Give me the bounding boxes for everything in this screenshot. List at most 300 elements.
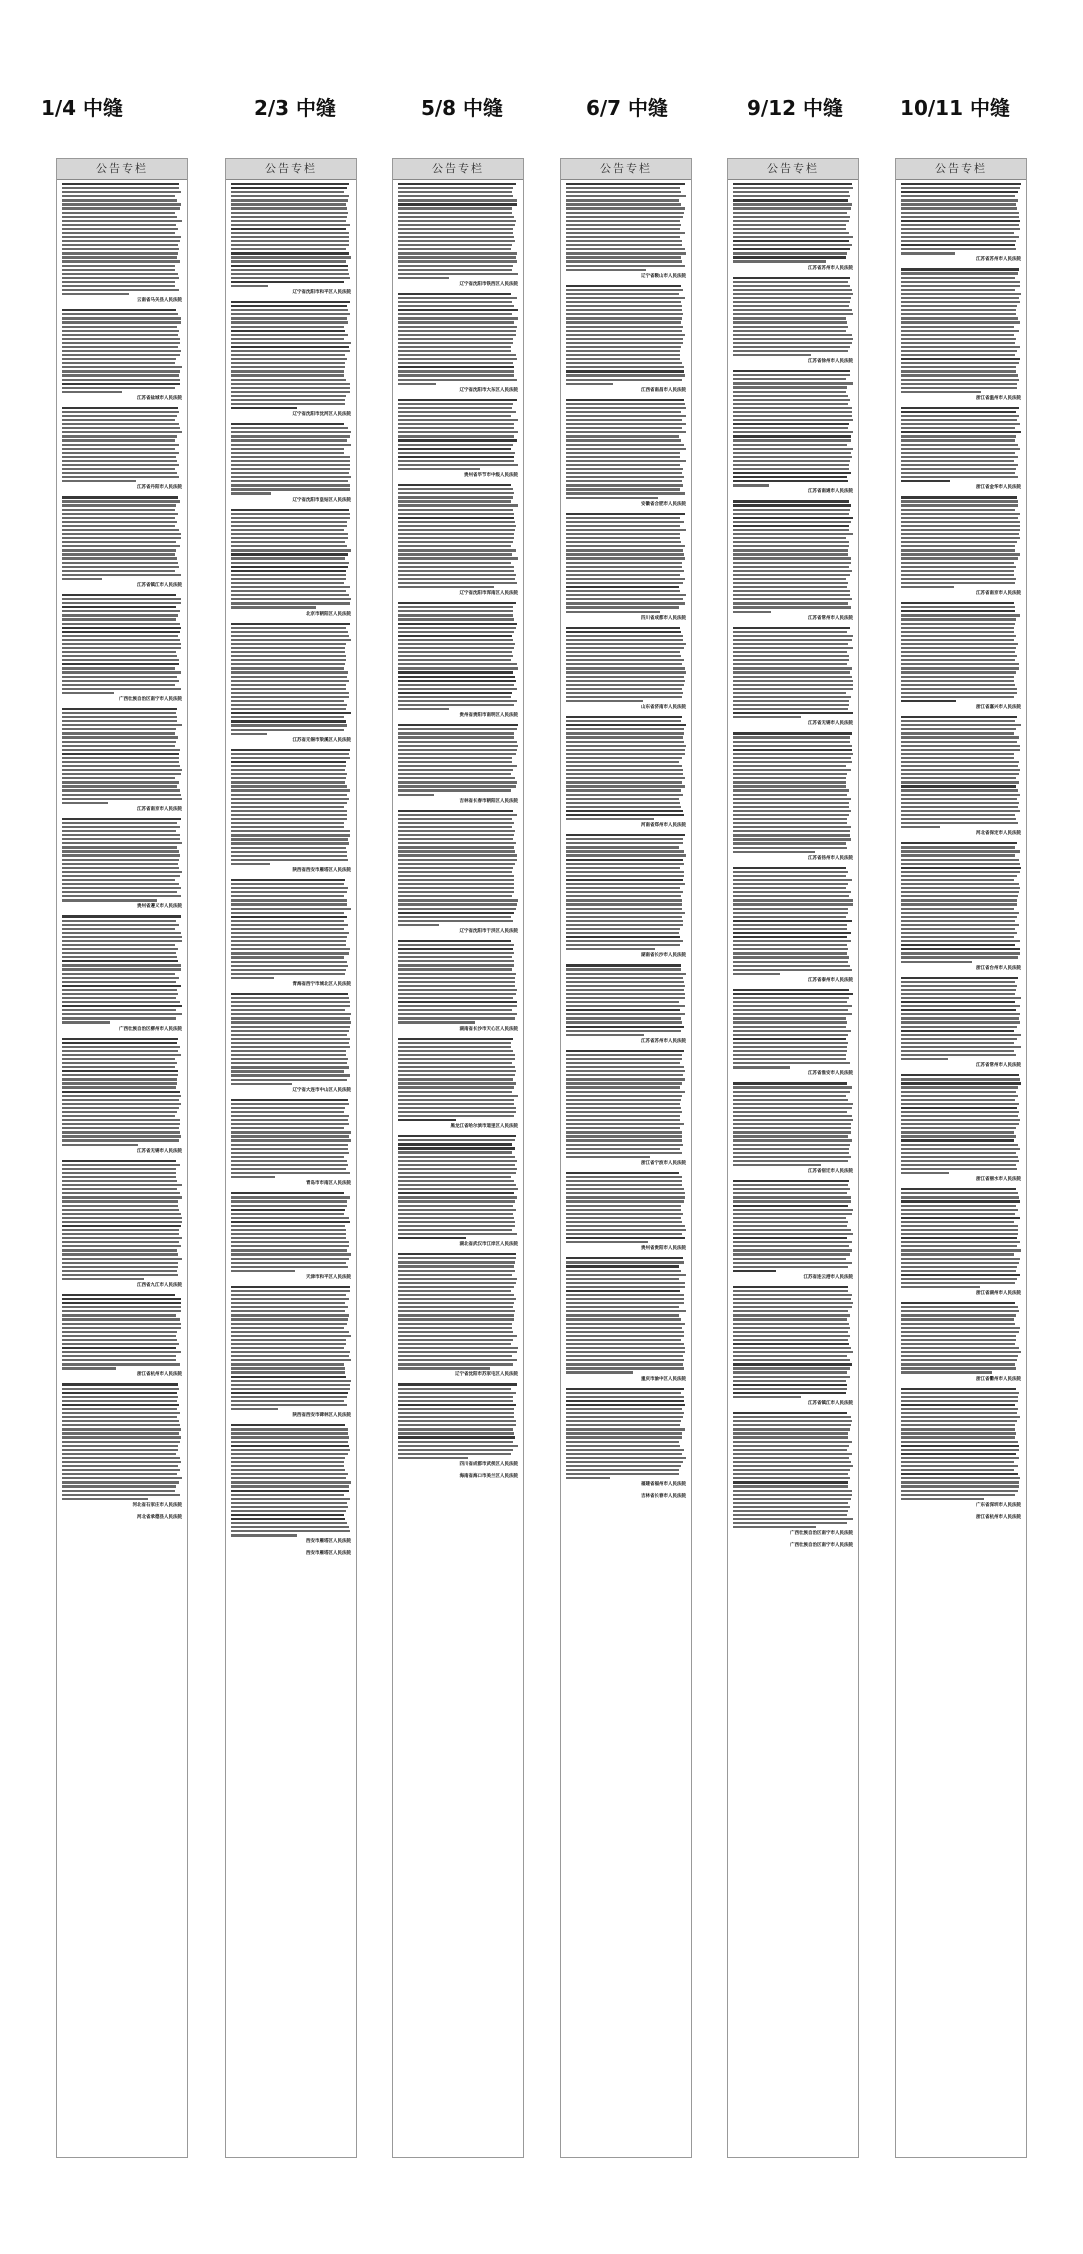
notice-text-line: [733, 407, 852, 409]
court-signature: 浙江省衢州市人民法院: [976, 1376, 1021, 1382]
notice-entry: [398, 293, 518, 393]
notice-text-line: [62, 1070, 178, 1072]
notice-text-line: [398, 883, 514, 885]
notice-text-line: [398, 207, 512, 209]
notice-text-line: [566, 1331, 684, 1333]
notice-text-line: [901, 663, 1019, 665]
notice-text-line: [231, 1494, 344, 1496]
notice-text-line: [62, 1017, 176, 1019]
notice-text-line: [62, 594, 176, 596]
notice-text-line: [62, 781, 179, 783]
notice-text-line: [901, 387, 1017, 389]
notice-text-line: [733, 671, 850, 673]
notice-text-line: [733, 847, 847, 849]
notice-text-line: [733, 1111, 847, 1113]
notice-text-line: [62, 1498, 148, 1500]
notice-text-line: [231, 1249, 347, 1251]
notice-text-line: [901, 684, 1015, 686]
notice-text-line: [231, 700, 344, 702]
notice-text-line: [398, 822, 514, 824]
notice-text-line: [733, 1416, 851, 1418]
notice-text-line: [231, 594, 349, 596]
notice-text-line: [901, 875, 1017, 877]
notice-text-line: [231, 920, 344, 922]
notice-text-line: [62, 1078, 177, 1080]
notice-text-line: [62, 1331, 177, 1333]
notice-text-line: [231, 1367, 345, 1369]
notice-text-line: [62, 802, 108, 804]
notice-text-line: [62, 1168, 176, 1170]
notice-text-line: [398, 309, 518, 311]
notice-text-line: [398, 1400, 513, 1402]
notice-text-line: [733, 1314, 850, 1316]
notice-text-line: [231, 1258, 349, 1260]
notice-text-line: [901, 1026, 1017, 1028]
notice-text-line: [901, 627, 1014, 629]
notice-entry: [566, 1388, 686, 1488]
notice-text-line: [566, 326, 683, 328]
notice-text-line: [566, 342, 683, 344]
notice-text-line: [231, 1530, 350, 1532]
notice-text-line: [901, 732, 1014, 734]
notice-text-line: [231, 1404, 347, 1406]
notice-text-line: [566, 220, 680, 222]
notice-text-line: [901, 1274, 1020, 1276]
notice-text-line: [62, 1404, 179, 1406]
notice-text-line: [566, 912, 685, 914]
notice-text-line: [566, 582, 683, 584]
notice-text-line: [733, 1318, 847, 1320]
notice-text-line: [62, 1115, 175, 1117]
notice-text-line: [901, 330, 1019, 332]
notice-text-line: [231, 484, 350, 486]
notice-text-line: [62, 1172, 176, 1174]
notice-text-line: [733, 1270, 776, 1272]
notice-text-line: [901, 362, 1019, 364]
notice-text-line: [62, 1205, 178, 1207]
notice-text-line: [901, 1030, 1014, 1032]
notice-entry: [231, 1192, 351, 1280]
notice-text-line: [733, 212, 847, 214]
notice-text-line: [398, 1046, 511, 1048]
notice-text-line: [566, 566, 682, 568]
notice-text-line: [566, 700, 643, 702]
notice-text-line: [62, 606, 176, 608]
notice-text-line: [901, 549, 1015, 551]
notice-text-line: [901, 1428, 1015, 1430]
notice-text-line: [231, 362, 345, 364]
notice-text-line: [733, 1306, 852, 1308]
notice-text-line: [231, 769, 345, 771]
notice-entry: [733, 1082, 853, 1174]
notice-text-line: [231, 1266, 348, 1268]
notice-text-line: [231, 464, 350, 466]
notice-text-line: [901, 444, 1018, 446]
notice-text-line: [566, 765, 682, 767]
notice-text-line: [231, 765, 346, 767]
notice-text-line: [62, 549, 176, 551]
notice-text-line: [733, 806, 849, 808]
notice-text-line: [398, 826, 512, 828]
notice-text-line: [231, 1200, 347, 1202]
notice-text-line: [566, 1152, 682, 1154]
notice-text-line: [901, 806, 1018, 808]
notice-text-line: [901, 513, 1020, 515]
notice-text-line: [62, 895, 181, 897]
notice-text-line: [566, 1363, 683, 1365]
notice-text-line: [566, 1050, 684, 1052]
notice-text-line: [901, 989, 1016, 991]
notice-text-line: [566, 753, 685, 755]
notice-text-line: [901, 720, 1015, 722]
notice-text-line: [231, 1144, 348, 1146]
notice-text-line: [398, 1184, 516, 1186]
notice-text-line: [62, 260, 180, 262]
notice-text-line: [398, 362, 513, 364]
notice-text-line: [62, 472, 177, 474]
notice-text-line: [398, 224, 515, 226]
notice-text-line: [398, 1347, 518, 1349]
notice-text-line: [566, 570, 684, 572]
notice-text-line: [62, 1225, 181, 1227]
notice-text-line: [398, 639, 513, 641]
fold-label-1-4: 1/4 中缝: [40, 96, 124, 120]
notice-text-line: [901, 1318, 1014, 1320]
notice-text-line: [231, 513, 350, 515]
notice-text-line: [231, 260, 346, 262]
notice-text-line: [62, 1180, 177, 1182]
notice-text-line: [901, 1278, 1017, 1280]
notice-text-line: [566, 578, 685, 580]
notice-text-line: [733, 920, 852, 922]
notice-text-line: [733, 354, 811, 356]
notice-text-line: [901, 1469, 1014, 1471]
notice-text-line: [566, 806, 681, 808]
notice-text-line: [733, 1005, 852, 1007]
notice-text-line: [398, 606, 513, 608]
notice-text-line: [566, 606, 679, 608]
court-signature: 贵州省贵阳市南明区人民法院: [459, 713, 518, 719]
notice-text-line: [231, 753, 349, 755]
notice-text-line: [398, 533, 514, 535]
notice-text-line: [62, 1005, 182, 1007]
notice-text-line: [62, 1274, 178, 1276]
notice-text-line: [733, 1522, 847, 1524]
notice-entry: [901, 268, 1021, 400]
notice-text-line: [566, 419, 682, 421]
notice-text-line: [901, 1034, 1021, 1036]
notice-entry: [62, 183, 182, 303]
notice-entry: [231, 1424, 351, 1544]
notice-text-line: [231, 1457, 345, 1459]
notice-text-line: [231, 448, 344, 450]
notice-text-line: [231, 1477, 346, 1479]
notice-text-line: [231, 1034, 347, 1036]
notice-text-line: [398, 1209, 516, 1211]
notice-text-line: [231, 509, 349, 511]
notice-text-line: [566, 1400, 684, 1402]
notice-text-line: [901, 248, 1016, 250]
notice-text-line: [231, 265, 348, 267]
notice-text-line: [398, 728, 517, 730]
notice-text-line: [733, 749, 852, 751]
notice-text-line: [231, 973, 345, 975]
notice-text-line: [398, 1213, 513, 1215]
notice-text-line: [398, 1062, 512, 1064]
notice-text-line: [231, 533, 348, 535]
notice-text-line: [231, 936, 347, 938]
notice-text-line: [398, 541, 513, 543]
notice-entry: [566, 964, 686, 1043]
notice-text-line: [566, 643, 686, 645]
notice-text-line: [733, 411, 852, 413]
notice-text-line: [231, 1245, 349, 1247]
notice-text-line: [901, 745, 1020, 747]
notice-text-line: [231, 676, 347, 678]
column-body: [393, 180, 523, 1479]
notice-text-line: [901, 411, 1016, 413]
notice-text-line: [398, 916, 511, 918]
notice-text-line: [231, 207, 347, 209]
notice-text-line: [398, 1302, 514, 1304]
notice-text-line: [231, 456, 350, 458]
notice-text-line: [566, 240, 682, 242]
notice-text-line: [398, 370, 514, 372]
notice-entry: [398, 1253, 518, 1377]
notice-text-line: [62, 256, 177, 258]
notice-text-line: [901, 468, 1016, 470]
notice-text-line: [398, 187, 513, 189]
notice-text-line: [231, 1131, 351, 1133]
notice-text-line: [231, 724, 347, 726]
notice-text-line: [398, 920, 513, 922]
notice-text-line: [566, 1412, 684, 1414]
notice-text-line: [62, 1441, 180, 1443]
notice-text-line: [733, 867, 846, 869]
notice-text-line: [901, 1327, 1020, 1329]
notice-text-line: [733, 1209, 853, 1211]
notice-text-line: [62, 444, 179, 446]
notice-text-line: [398, 326, 517, 328]
notice-text-line: [901, 814, 1015, 816]
notice-text-line: [901, 1253, 1014, 1255]
notice-text-line: [901, 431, 1021, 433]
notice-text-line: [566, 232, 685, 234]
notice-text-line: [62, 1021, 110, 1023]
notice-text-line: [398, 618, 514, 620]
notice-text-line: [62, 1095, 181, 1097]
court-signature: 山东省济南市人民法院: [641, 705, 686, 711]
notice-text-line: [398, 1070, 516, 1072]
notice-text-line: [733, 1009, 848, 1011]
notice-text-line: [231, 342, 351, 344]
notice-text-line: [733, 1188, 850, 1190]
notice-text-line: [398, 248, 511, 250]
notice-text-line: [231, 1054, 346, 1056]
notice-entry: [566, 1172, 686, 1251]
notice-text-line: [398, 688, 517, 690]
notice-text-line: [398, 1160, 517, 1162]
notice-text-line: [566, 794, 683, 796]
notice-text-line: [733, 191, 849, 193]
notice-text-line: [231, 444, 351, 446]
notice-text-line: [231, 1306, 348, 1308]
notice-text-line: [398, 785, 516, 787]
notice-text-line: [901, 456, 1018, 458]
notice-text-line: [398, 1436, 515, 1438]
notice-text-line: [231, 460, 350, 462]
notice-text-line: [733, 936, 847, 938]
notice-text-line: [62, 1473, 177, 1475]
notice-text-line: [231, 879, 345, 881]
notice-text-line: [398, 492, 514, 494]
notice-entry: [901, 496, 1021, 596]
notice-text-line: [733, 761, 852, 763]
notice-text-line: [231, 391, 350, 393]
notice-text-line: [62, 525, 175, 527]
notice-text-line: [231, 435, 350, 437]
notice-text-line: [566, 545, 685, 547]
notice-text-line: [566, 1428, 685, 1430]
notice-text-line: [733, 395, 848, 397]
notice-text-line: [231, 1225, 345, 1227]
notice-text-line: [231, 1461, 344, 1463]
notice-text-line: [398, 354, 516, 356]
notice-text-line: [901, 1359, 1017, 1361]
notice-text-line: [231, 1030, 349, 1032]
notice-text-line: [733, 578, 846, 580]
notice-text-line: [398, 1095, 518, 1097]
notice-text-line: [398, 631, 514, 633]
notice-text-line: [901, 1396, 1018, 1398]
notice-text-line: [231, 834, 350, 836]
notice-text-line: [62, 728, 176, 730]
notice-text-line: [398, 350, 511, 352]
notice-text-line: [566, 871, 684, 873]
notice-text-line: [398, 236, 514, 238]
notice-text-line: [231, 1160, 347, 1162]
notice-text-line: [231, 269, 348, 271]
notice-text-line: [901, 659, 1015, 661]
notice-text-line: [62, 374, 179, 376]
notice-text-line: [231, 1164, 348, 1166]
notice-text-line: [231, 1115, 349, 1117]
notice-text-line: [901, 1355, 1018, 1357]
notice-text-line: [231, 216, 347, 218]
notice-text-line: [566, 1115, 680, 1117]
notice-entry: [398, 484, 518, 596]
notice-text-line: [231, 525, 347, 527]
notice-text-line: [566, 1453, 682, 1455]
notice-text-line: [566, 1457, 686, 1459]
notice-text-line: [62, 753, 179, 755]
notice-text-line: [733, 883, 848, 885]
notice-text-line: [901, 940, 1020, 942]
notice-text-line: [231, 220, 346, 222]
notice-text-line: [566, 1013, 685, 1015]
notice-text-line: [733, 1294, 852, 1296]
notice-text-line: [566, 521, 684, 523]
notice-text-line: [231, 338, 344, 340]
notice-text-line: [733, 590, 850, 592]
notice-text-line: [231, 232, 349, 234]
notice-text-line: [231, 627, 346, 629]
notice-text-line: [733, 1156, 851, 1158]
notice-text-line: [901, 1453, 1016, 1455]
notice-text-line: [231, 1323, 347, 1325]
notice-text-line: [62, 1131, 180, 1133]
notice-text-line: [733, 928, 847, 930]
notice-entry: [733, 1412, 853, 1536]
notice-text-line: [62, 1009, 176, 1011]
notice-text-line: [62, 1217, 182, 1219]
notice-text-line: [62, 370, 180, 372]
notice-text-line: [231, 659, 346, 661]
notice-text-line: [566, 769, 683, 771]
notice-text-line: [62, 1420, 179, 1422]
notice-entry: [566, 183, 686, 279]
notice-text-line: [733, 1123, 851, 1125]
notice-text-line: [398, 1445, 518, 1447]
notice-text-line: [901, 525, 1020, 527]
notice-entry: [901, 1302, 1021, 1381]
notice-text-line: [231, 399, 345, 401]
notice-text-line: [733, 460, 850, 462]
notice-text-line: [231, 248, 346, 250]
notice-text-line: [901, 1424, 1015, 1426]
notice-text-line: [398, 301, 512, 303]
notice-text-line: [733, 321, 847, 323]
notice-text-line: [733, 203, 852, 205]
notice-text-line: [231, 541, 345, 543]
notice-text-line: [231, 1424, 345, 1426]
notice-text-line: [398, 1111, 516, 1113]
notice-text-line: [566, 574, 680, 576]
notice-text-line: [62, 1335, 176, 1337]
notice-text-line: [398, 464, 518, 466]
notice-text-line: [566, 1062, 680, 1064]
notice-text-line: [733, 1180, 849, 1182]
notice-text-line: [231, 1083, 292, 1085]
notice-text-line: [566, 1074, 683, 1076]
notice-text-line: [62, 265, 175, 267]
notice-text-line: [733, 313, 853, 315]
notice-text-line: [733, 798, 851, 800]
notice-text-line: [566, 297, 685, 299]
notice-text-line: [62, 199, 177, 201]
notice-text-line: [231, 1327, 344, 1329]
notice-entry: [901, 1388, 1021, 1508]
notice-text-line: [62, 1323, 181, 1325]
notice-text-line: [398, 1103, 514, 1105]
notice-text-line: [566, 977, 683, 979]
notice-entry: [231, 301, 351, 417]
notice-text-line: [231, 1205, 347, 1207]
notice-text-line: [733, 423, 849, 425]
court-signature: 安徽省合肥市人民法院: [641, 501, 686, 507]
notice-text-line: [62, 468, 175, 470]
notice-text-line: [566, 533, 680, 535]
notice-text-line: [398, 586, 494, 588]
notice-text-line: [62, 411, 179, 413]
notice-text-line: [62, 838, 180, 840]
notice-text-line: [62, 635, 178, 637]
notice-text-line: [231, 1111, 344, 1113]
notice-text-line: [901, 631, 1014, 633]
notice-text-line: [62, 207, 180, 209]
notice-text-line: [566, 374, 685, 376]
notice-text-line: [231, 1009, 345, 1011]
